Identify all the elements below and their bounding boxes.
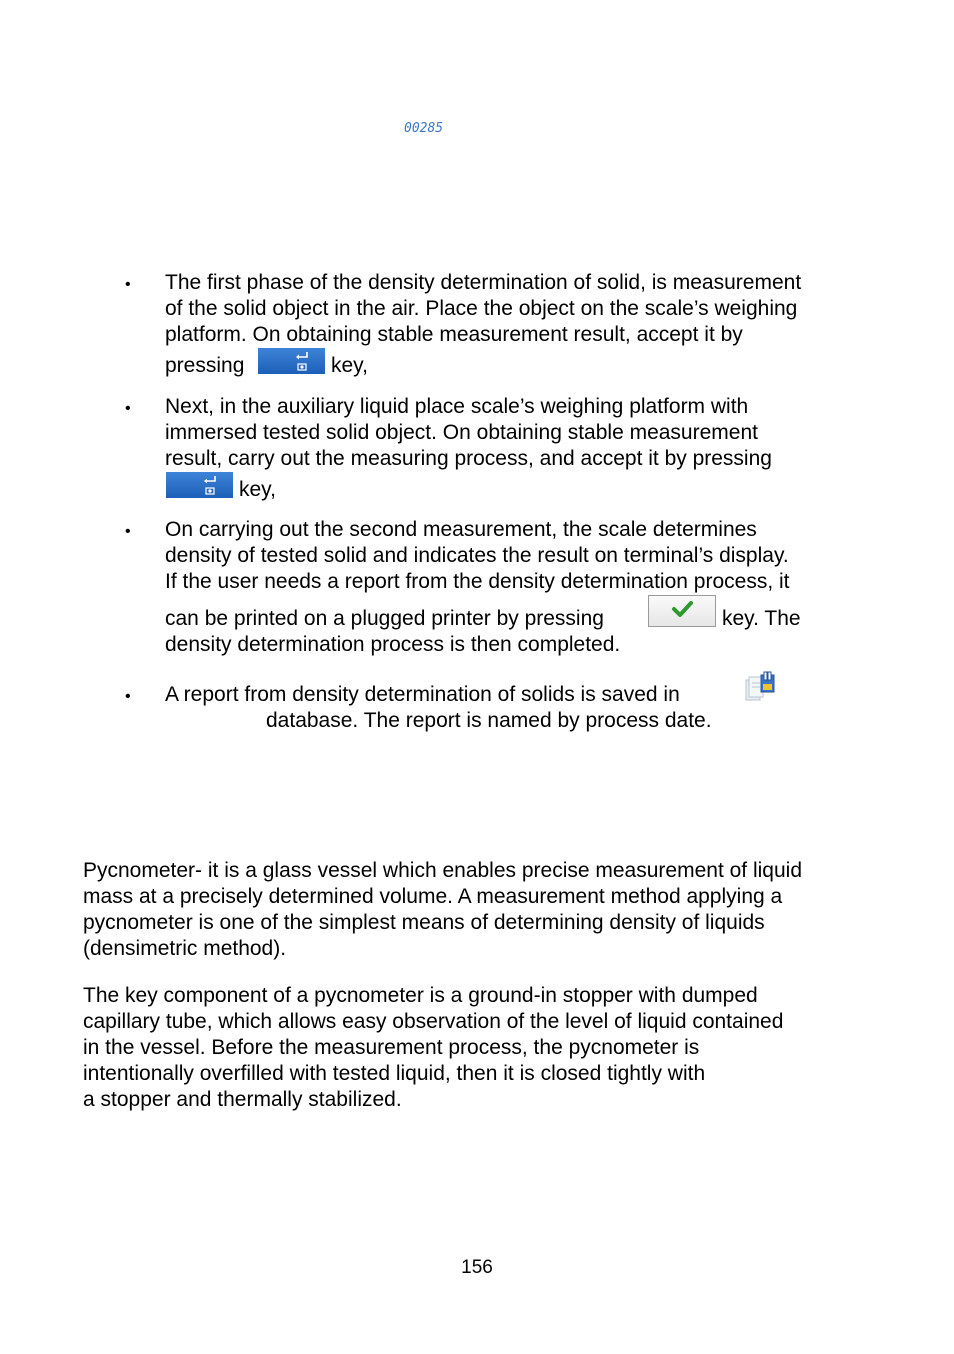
bullet-3-line-1: On carrying out the second measurement, the scale determines xyxy=(165,518,757,541)
bullet-1-line-2: of the solid object in the air. Place the object on the scale’s weighing xyxy=(165,297,798,320)
bullet-marker: • xyxy=(125,523,131,540)
paragraph-2-line-1: The key component of a pycnometer is a ground-in stopper with dumped xyxy=(83,984,758,1007)
paragraph-2-line-3: in the vessel. Before the measurement process, the pycnometer is xyxy=(83,1036,700,1059)
bullet-2-line-1: Next, in the auxiliary liquid place scale’s weighing platform with xyxy=(165,395,749,418)
bullet-3-line-3: If the user needs a report from the density determination process, it xyxy=(165,570,790,593)
bullet-marker: • xyxy=(125,400,131,417)
bullet-3-line-4: can be printed on a plugged printer by pressing xyxy=(165,607,604,630)
bullet-4-line-1: A report from density determination of solids is saved in xyxy=(165,683,680,706)
bullet-1-line-5: key, xyxy=(331,354,368,377)
bullet-3-line-6: density determination process is then completed. xyxy=(165,633,621,656)
bullet-2-line-4: key, xyxy=(239,478,276,501)
paragraph-2-line-2: capillary tube, which allows easy observation of the level of liquid contained xyxy=(83,1010,784,1033)
paragraph-1-line-3: pycnometer is one of the simplest means of determining density of liquids xyxy=(83,911,765,934)
enter-key-icon xyxy=(258,348,325,374)
bullet-1-line-3: platform. On obtaining stable measurement result, accept it by xyxy=(165,323,743,346)
paragraph-2-line-5: a stopper and thermally stabilized. xyxy=(83,1088,402,1111)
bullet-4-line-2: database. The report is named by process date. xyxy=(266,709,712,732)
enter-key-icon xyxy=(166,472,233,498)
paragraph-1-line-2: mass at a precisely determined volume. A measurement method applying a xyxy=(83,885,783,908)
paragraph-1-line-1: Pycnometer- it is a glass vessel which enables precise measurement of liquid xyxy=(83,859,802,882)
bullet-2-line-3: result, carry out the measuring process, and accept it by pressing xyxy=(165,447,772,470)
bullet-2-line-2: immersed tested solid object. On obtaining stable measurement xyxy=(165,421,758,444)
bullet-3-line-5: key. The xyxy=(722,607,801,630)
bullet-marker: • xyxy=(125,688,131,705)
page-number: 156 xyxy=(461,1257,493,1278)
bullet-1-line-4: pressing xyxy=(165,354,245,377)
bullet-3-line-2: density of tested solid and indicates the result on terminal’s display. xyxy=(165,544,789,567)
database-report-icon xyxy=(744,671,778,703)
display-code: 00285 xyxy=(404,121,444,136)
bullet-1-line-1: The first phase of the density determination of solid, is measurement xyxy=(165,271,802,294)
paragraph-2-line-4: intentionally overfilled with tested liquid, then it is closed tightly with xyxy=(83,1062,706,1085)
bullet-marker: • xyxy=(125,276,131,293)
paragraph-1-line-4: (densimetric method). xyxy=(83,937,287,960)
checkmark-key-icon xyxy=(648,595,716,627)
